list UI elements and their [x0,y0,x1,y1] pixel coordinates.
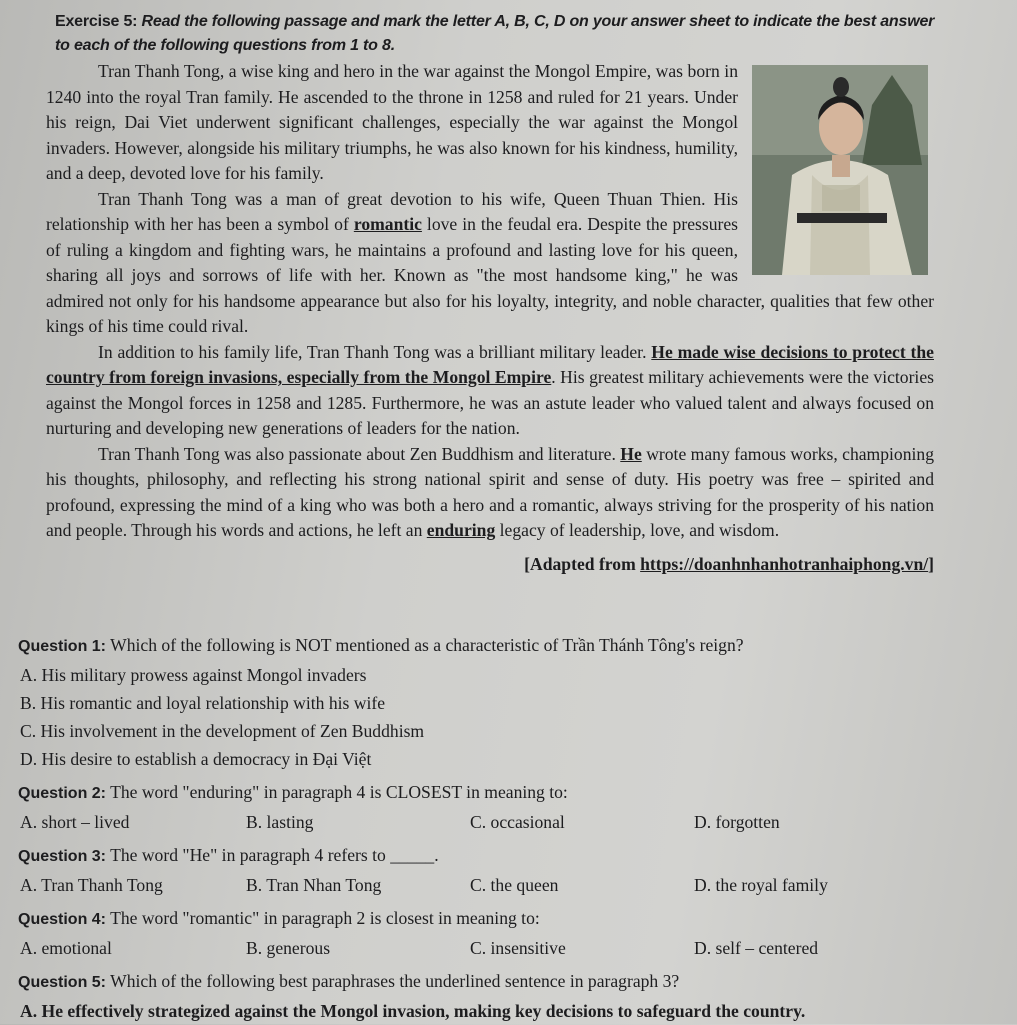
option-b: B. lasting [246,812,314,832]
p2-text-rest: love in the feudal era. Despite the pressures of ruling a kingdom and fighting wars, he maintains a profound and lasting love for his queen, sharing all joys and sorrows of life with her. Known as "the most handsome king," he was admired not only for his handsome appearance but also for his loyalty, integrity, and noble character, qualities that few other kings of his time could rival. [46,214,934,336]
option-c: C. the queen [470,875,559,895]
paragraph-1: Tran Thanh Tong, a wise king and hero in the war against the Mongol Empire, was born in 1240 into the royal Tran family. He ascended to the throne in 1258 and ruled for 21 years. Under his reign, Dai Viet underwent significant challenges, especially the war against the Mongol invaders. However, alongside his military triumphs, he was also known for his kindness, humility, and a deep, devoted love for his family. [46,61,738,183]
p3-text: In addition to his family life, Tran Thanh Tong was a brilliant military leader. [98,341,652,362]
paragraph-3 [46,340,934,442]
option-b: B. Tran Nhan Tong [246,875,382,895]
question-label: Question 5: [18,974,107,991]
question-text: The word "romantic" in paragraph 2 is closest in meaning to: [106,908,540,928]
option-a: A. emotional [20,938,112,958]
exercise-heading [55,10,935,58]
exercise-label: Exercise 5: [55,13,138,30]
option-a: A. Tran Thanh Tong [20,875,163,895]
option-d: D. self – centered [694,938,819,958]
option-c: C. occasional [470,812,565,832]
p2-text: Tran Thanh Tong was a man of great devotion to his wife, Queen Thuan Thien. His relationship with her has been a symbol of [46,188,738,234]
source-prefix: [Adapted from [524,553,641,574]
question-label: Question 2: [18,785,107,802]
option-a: A. He effectively strategized against the Mongol invasion, making key decisions to safeguard the country. [20,1001,806,1021]
question-4 [18,904,948,962]
option-d: D. His desire to establish a democracy in Đại Việt [20,749,372,769]
question-3 [18,841,948,899]
question-1 [18,631,948,773]
option-a: A. His military prowess against Mongol invaders [20,665,367,685]
option-c: C. insensitive [470,938,566,958]
source-link[interactable]: https://doanhnhanhotranhaiphong.vn/ [640,553,929,574]
option-c: C. His involvement in the development of Zen Buddhism [20,721,425,741]
underlined-word-he: He [620,443,642,464]
question-label: Question 3: [18,848,107,865]
underlined-sentence: He made wise decisions to protect the country from foreign invasions, especially from the Mongol Empire [46,341,934,387]
question-label: Question 1: [18,638,107,655]
underlined-word-enduring: enduring [426,520,496,540]
question-2 [18,778,948,836]
option-a: A. short – lived [20,812,130,832]
option-d: D. forgotten [694,812,780,832]
underlined-word-romantic: romantic [353,214,422,234]
question-text: Which of the following best paraphrases the underlined sentence in paragraph 3? [106,971,680,991]
question-text: Which of the following is NOT mentioned as a characteristic of Trần Thánh Tông's reign? [106,635,744,655]
option-b: B. His romantic and loyal relationship with his wife [20,693,386,713]
exercise-instruction: Read the following passage and mark the letter A, B, C, D on your answer sheet to indicate the best answer to each of the following questions from 1 to 8. [55,13,935,54]
king-portrait-image [752,65,928,275]
p4-text: Tran Thanh Tong was also passionate about Zen Buddhism and literature. [98,443,621,464]
source-suffix: ] [928,553,934,574]
paragraph-4 [46,442,934,544]
reading-passage [46,59,934,577]
question-text: The word "He" in paragraph 4 refers to _____. [106,845,439,865]
option-b: B. generous [246,938,331,958]
question-5 [18,967,948,1025]
option-d: D. the royal family [694,875,828,895]
source-citation [46,552,934,578]
question-label: Question 4: [18,911,107,928]
p4-text-rest: legacy of leadership, love, and wisdom. [495,520,780,540]
questions-section [18,626,948,1025]
p4-text-mid: wrote many famous works, championing his thoughts, philosophy, and reflecting his strong national spirit and sense of duty. His poetry was free – spirited and profound, expressing the mind of a king who was both a hero and a romantic, always striving for the prosperity of his nation and people. Through his words and actions, he left an [46,443,935,540]
p3-text-rest: . His greatest military achievements were the victories against the Mongol forces in 1258 and 1285. Furthermore, he was an astute leader who valued talent and always focused on nurturing and developing new generations of leaders for the nation. [46,367,934,438]
question-text: The word "enduring" in paragraph 4 is CLOSEST in meaning to: [106,782,568,802]
